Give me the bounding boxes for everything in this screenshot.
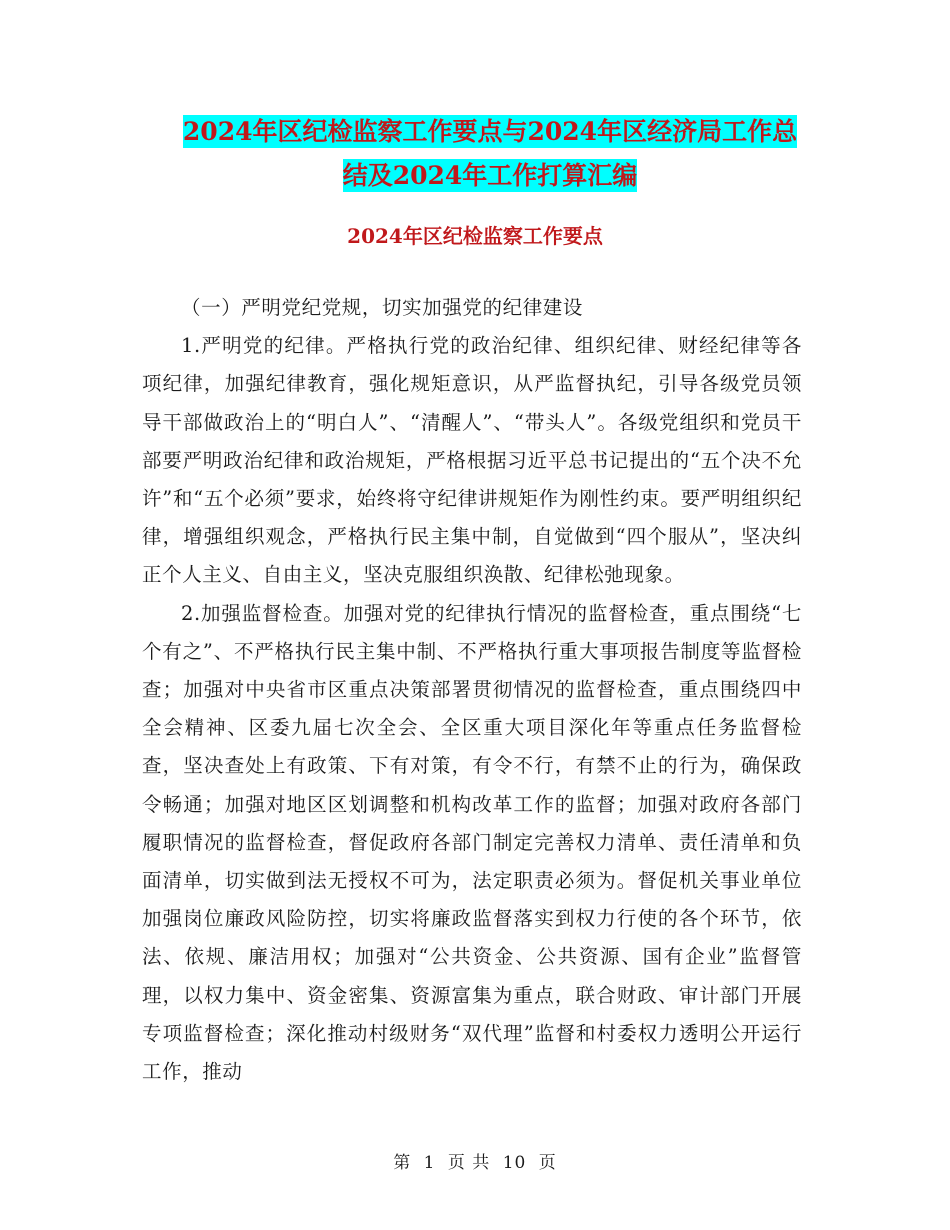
footer-suffix: 页 [538, 1153, 557, 1173]
subheading: （一）严明党纪党规，切实加强党的纪律建设 [181, 296, 584, 319]
document-title-line-2 [100, 152, 880, 200]
paragraph-2: 2.加强监督检查。加强对党的纪律执行情况的监督检查，重点围绕“七个有之”、不严格执行民主集中制、不严格执行重大事项报告制度等监督检查；加强对中央省市区重点决策部署贯彻情况的监督检查，重点围绕四中全会精神、区委九届七次全会、全区重大项目深化年等重点任务监督检查，坚决查处上有政策、下有对策，有令不行，有禁不止的行为，确保政令畅通；加强对地区区划调整和机构改革工作的监督；加强对政府各部门履职情况的监督检查，督促政府各部门制定完善权力清单、责任清单和负面清单，切实做到法无授权不可为，法定职责必须为。督促机关事业单位加强岗位廉政风险防控，切实将廉政监督落实到权力行使的各个环节，依法、依规、廉洁用权；加强对“公共资金、公共资源、国有企业”监督管理，以权力集中、资金密集、资源富集为重点，联合财政、审计部门开展专项监督检查；深化推动村级财务“双代理”监督和村委权力透明公开运行工作，推动 [142, 601, 802, 1084]
footer-page-number: 1 [423, 1153, 436, 1173]
title-highlight-1: 2024年区纪检监察工作要点与2024年区经济局工作总 [182, 117, 798, 146]
document-title-line-1 [100, 108, 880, 156]
paragraph-1: 1.严明党的纪律。严格执行党的政治纪律、组织纪律、财经纪律等各项纪律，加强纪律教育，强化规矩意识，从严监督执纪，引导各级党员领导干部做政治上的“明白人”、“清醒人”、“带头人”。各级党组织和党员干部要严明政治纪律和政治规矩，严格根据习近平总书记提出的“五个决不允许”和“五个必须”要求，始终将守纪律讲规矩作为刚性约束。要严明组织纪律，增强组织观念，严格执行民主集中制，自觉做到“四个服从”，坚决纠正个人主义、自由主义，坚决克服组织涣散、纪律松弛现象。 [142, 334, 802, 587]
footer-prefix: 第 [393, 1153, 412, 1173]
title-highlight-2: 结及2024年工作打算汇编 [342, 161, 638, 190]
body-text [142, 289, 802, 1091]
section-title: 2024年区纪检监察工作要点 [347, 224, 603, 248]
page-footer [0, 1148, 950, 1173]
footer-total-pages: 10 [502, 1153, 527, 1173]
footer-middle: 页 共 [447, 1153, 491, 1173]
